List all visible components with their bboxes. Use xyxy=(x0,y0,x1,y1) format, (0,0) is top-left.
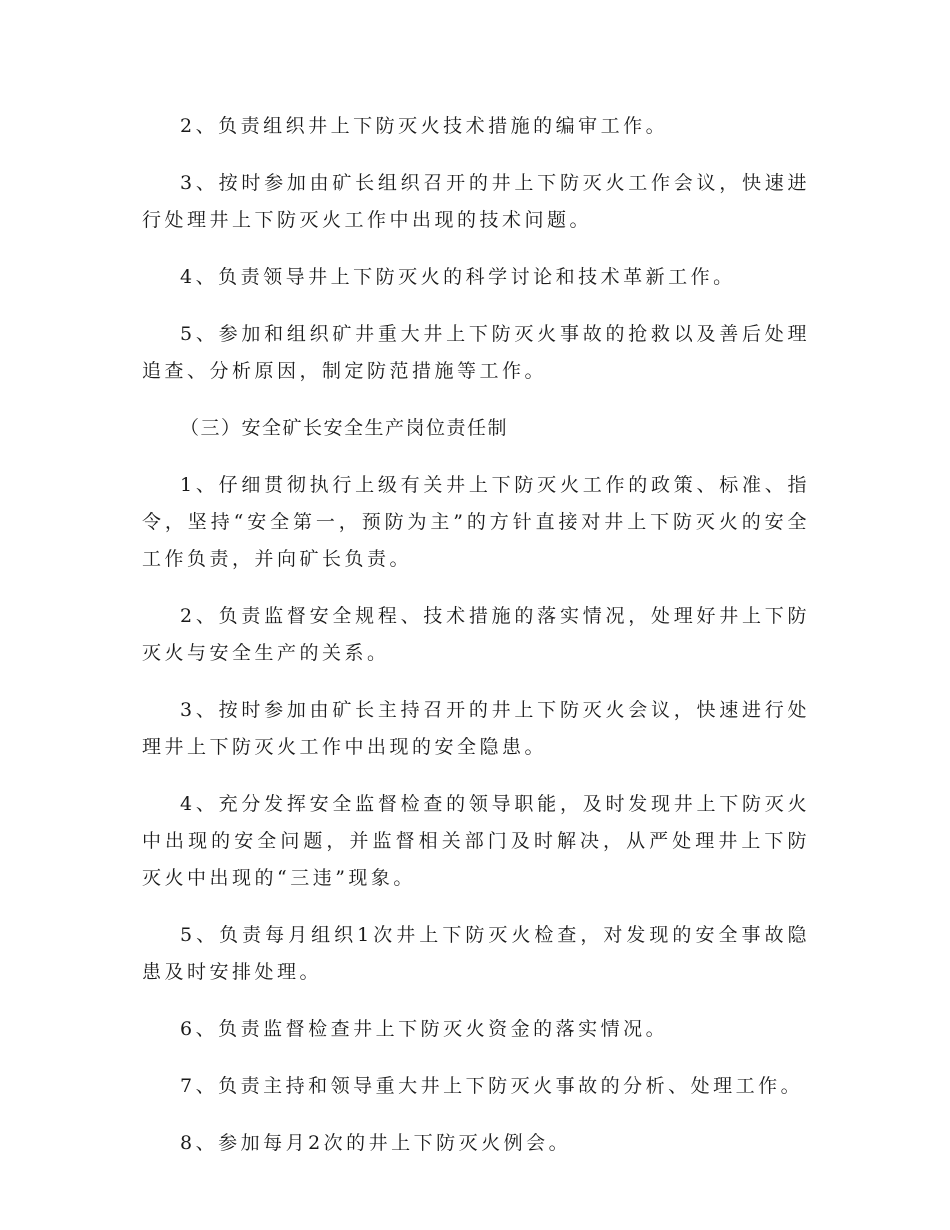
paragraph: 3、按时参加由矿长组织召开的井上下防灭火工作会议，快速进行处理井上下防灭火工作中出现的技术问题。 xyxy=(142,172,810,231)
document-body xyxy=(142,108,810,1182)
section-heading: （三）安全矿长安全生产岗位责任制 xyxy=(180,417,509,439)
paragraph: 5、参加和组织矿井重大井上下防灭火事故的抢救以及善后处理追查、分析原因，制定防范措施等工作。 xyxy=(142,323,810,382)
paragraph: 3、按时参加由矿长主持召开的井上下防灭火会议，快速进行处理井上下防灭火工作中出现的安全隐患。 xyxy=(142,699,810,758)
paragraph: 4、负责领导井上下防灭火的科学讨论和技术革新工作。 xyxy=(180,266,736,288)
paragraph: 2、负责组织井上下防灭火技术措施的编审工作。 xyxy=(180,115,669,137)
paragraph: 5、负责每月组织1次井上下防灭火检查，对发现的安全事故隐患及时安排处理。 xyxy=(142,924,810,983)
paragraph: 6、负责监督检查井上下防灭火资金的落实情况。 xyxy=(180,1018,669,1040)
paragraph: 7、负责主持和领导重大井上下防灭火事故的分析、处理工作。 xyxy=(180,1075,804,1097)
paragraph: 2、负责监督安全规程、技术措施的落实情况，处理好井上下防灭火与安全生产的关系。 xyxy=(142,605,810,664)
paragraph: 1、仔细贯彻执行上级有关井上下防灭火工作的政策、标准、指令，坚持“安全第一，预防为主”的方针直接对井上下防灭火的安全工作负责，并向矿长负责。 xyxy=(142,474,810,570)
paragraph: 8、参加每月2次的井上下防灭火例会。 xyxy=(180,1132,572,1154)
paragraph: 4、充分发挥安全监督检查的领导职能，及时发现井上下防灭火中出现的安全问题，并监督相关部门及时解决，从严处理井上下防灭火中出现的“三违”现象。 xyxy=(142,793,810,889)
